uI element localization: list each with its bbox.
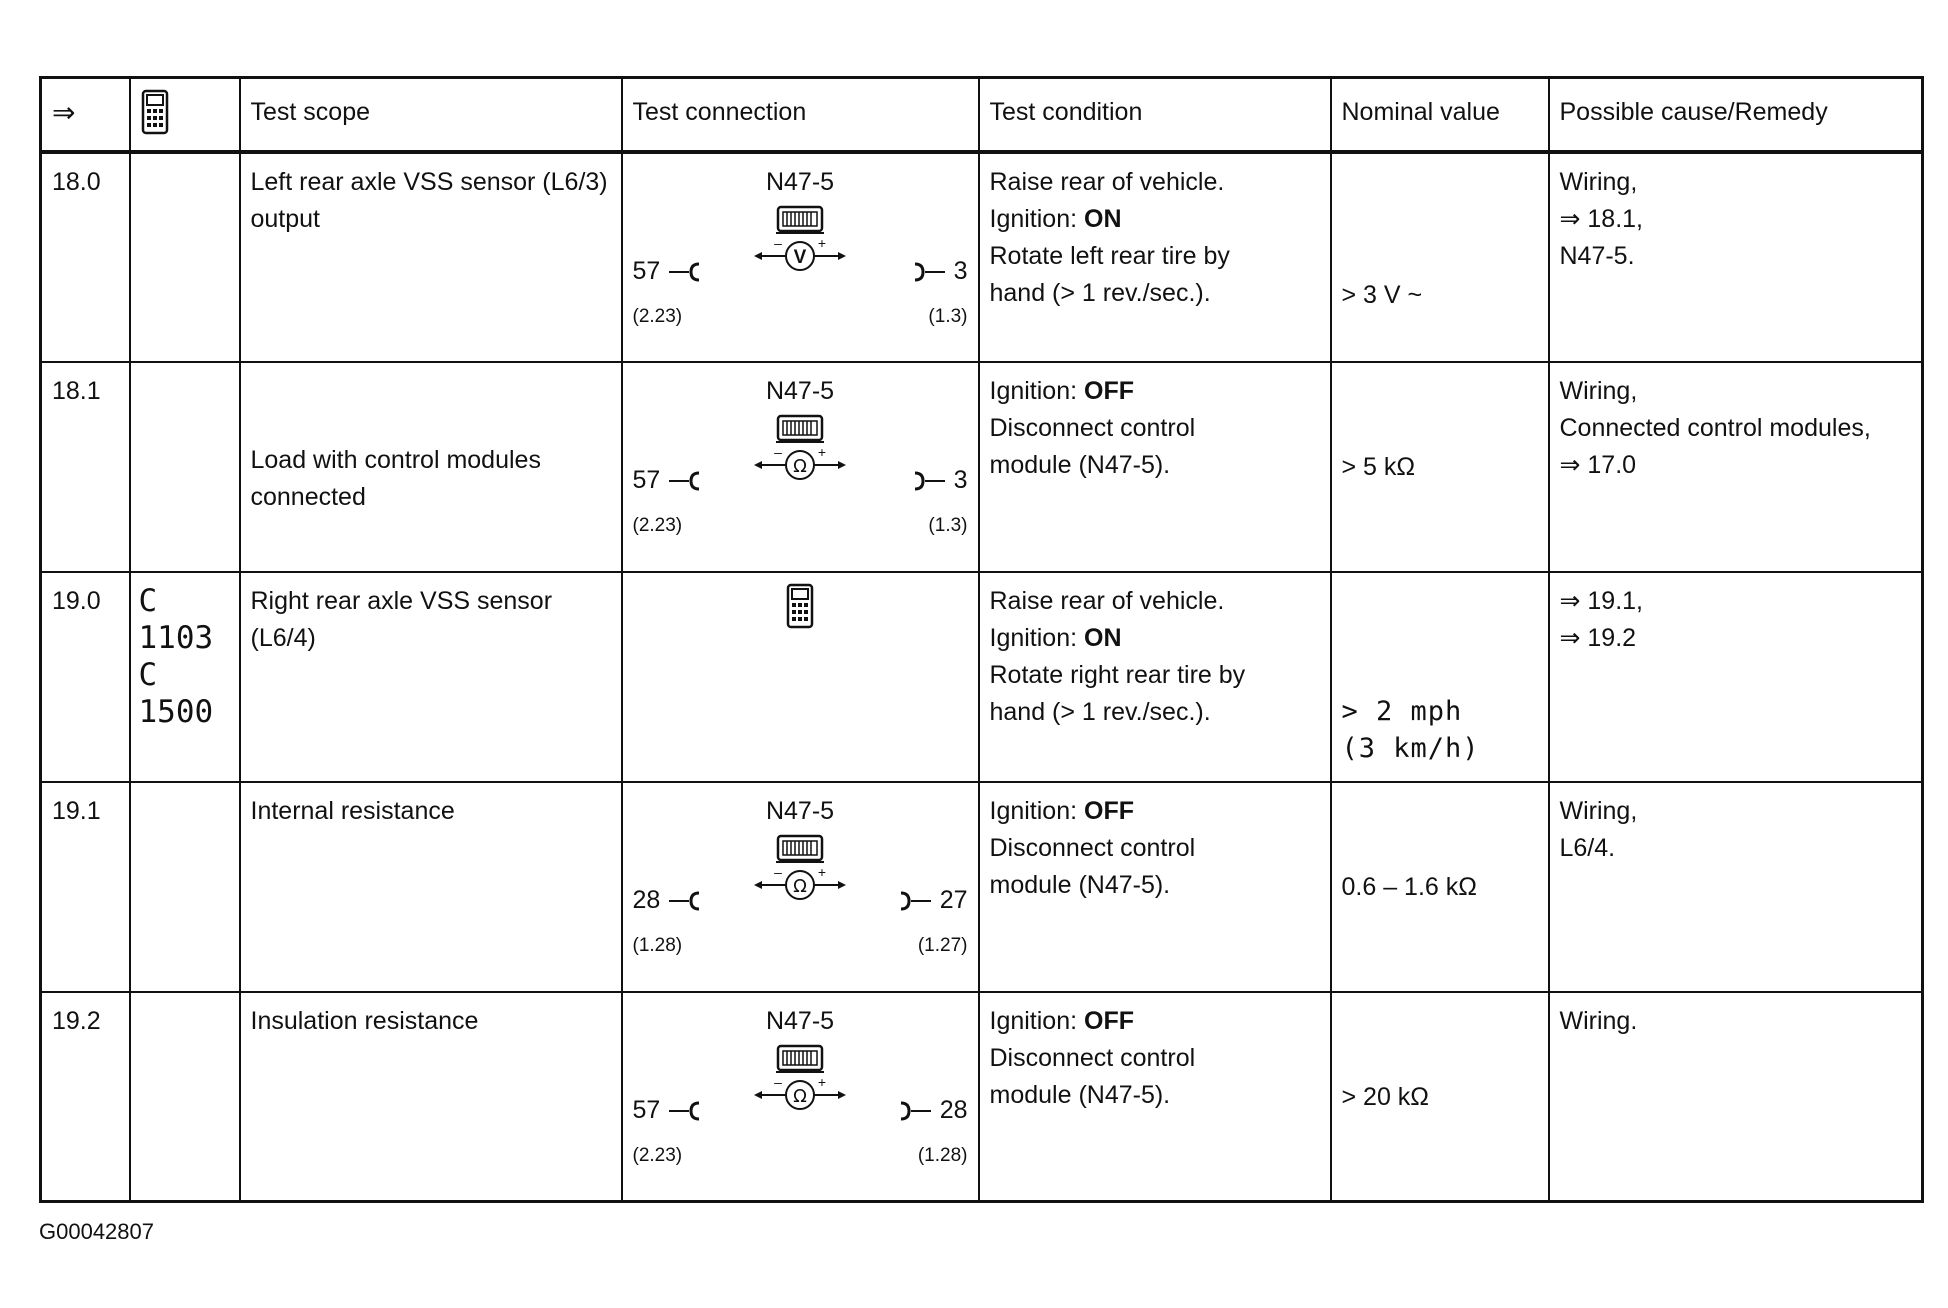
step-number: 19.1	[41, 782, 130, 992]
plug-left-icon	[667, 260, 703, 284]
svg-text:–: –	[774, 864, 782, 880]
test-scope: Insulation resistance	[240, 992, 622, 1202]
condition-line: module (N47-5).	[989, 1080, 1171, 1109]
tester-connection	[633, 583, 968, 629]
test-condition	[979, 362, 1331, 572]
condition-line: Ignition: OFF	[989, 796, 1135, 825]
plug-right-icon	[897, 889, 933, 913]
cause-line: L6/4.	[1559, 833, 1616, 862]
svg-text:+: +	[817, 864, 827, 880]
module-label: N47-5	[765, 1006, 835, 1035]
step-number: 19.0	[41, 572, 130, 782]
tester-header	[130, 78, 240, 152]
svg-text:–: –	[774, 444, 782, 460]
fault-codes	[130, 782, 240, 992]
control-module-icon	[774, 833, 826, 865]
pin-right-sub: (1.27)	[917, 934, 968, 956]
table-header-row	[41, 78, 1923, 152]
plug-left-icon	[667, 469, 703, 493]
condition-line: Rotate right rear tire by	[989, 660, 1246, 689]
pin-right-sub: (1.28)	[917, 1144, 968, 1166]
condition-line: Ignition: OFF	[989, 1006, 1135, 1035]
test-condition	[979, 152, 1331, 362]
graphic-id: G00042807	[39, 1219, 154, 1244]
connection-diagram	[633, 164, 968, 344]
nominal-value	[1331, 362, 1549, 572]
table-row	[41, 992, 1923, 1202]
test-scope: Internal resistance	[240, 782, 622, 992]
fault-codes	[130, 572, 240, 782]
table-row	[41, 572, 1923, 782]
fault-codes	[130, 152, 240, 362]
cause-line: Wiring,	[1559, 796, 1638, 825]
pin-left: 57	[633, 1095, 704, 1125]
cause-line: N47-5.	[1559, 241, 1635, 270]
pin-left: 28	[633, 885, 704, 915]
possible-cause	[1549, 152, 1923, 362]
connection-diagram	[633, 373, 968, 553]
nominal-text: 0.6 – 1.6 kΩ	[1341, 872, 1477, 901]
pin-right: 28	[897, 1095, 968, 1125]
test-connection	[622, 152, 979, 362]
arrow-header: ⇒	[41, 78, 130, 152]
svg-text:–: –	[774, 1074, 782, 1090]
fault-codes	[130, 362, 240, 572]
plug-left-icon	[667, 1099, 703, 1123]
condition-line: hand (> 1 rev./sec.).	[989, 697, 1211, 726]
nominal-value-header: Nominal value	[1331, 78, 1549, 152]
step-number: 18.0	[41, 152, 130, 362]
fault-code: C 1500	[138, 656, 214, 730]
plug-left-icon	[667, 889, 703, 913]
pin-left-sub: (1.28)	[632, 934, 683, 956]
pin-left-sub: (2.23)	[632, 305, 683, 327]
pin-left-sub: (2.23)	[632, 514, 683, 536]
condition-line: module (N47-5).	[989, 870, 1171, 899]
cause-line: Wiring.	[1559, 1006, 1638, 1035]
svg-text:–: –	[774, 235, 782, 251]
svg-text:Ω: Ω	[793, 875, 807, 897]
step-number: 19.2	[41, 992, 130, 1202]
ohmmeter-icon	[752, 445, 848, 485]
control-module-icon	[774, 1043, 826, 1075]
table-row	[41, 782, 1923, 992]
nominal-text: > 2 mph	[1341, 695, 1463, 727]
condition-line: Rotate left rear tire by	[989, 241, 1230, 270]
cause-line: ⇒ 17.0	[1559, 450, 1637, 479]
cause-line: Wiring,	[1559, 167, 1638, 196]
test-condition	[979, 782, 1331, 992]
condition-line: Disconnect control	[989, 833, 1196, 862]
condition-line: hand (> 1 rev./sec.).	[989, 278, 1211, 307]
hand-held-tester-icon	[141, 89, 169, 135]
possible-cause-header: Possible cause/Remedy	[1549, 78, 1923, 152]
plug-right-icon	[897, 1099, 933, 1123]
nominal-value	[1331, 782, 1549, 992]
test-connection	[622, 782, 979, 992]
scope-text: Load with control modules connected	[250, 445, 541, 511]
ohmmeter-icon	[752, 865, 848, 905]
connection-diagram	[633, 1003, 968, 1183]
test-scope: Right rear axle VSS sensor (L6/4)	[240, 572, 622, 782]
control-module-icon	[774, 204, 826, 236]
test-connection	[622, 572, 979, 782]
test-connection-header: Test connection	[622, 78, 979, 152]
condition-line: Ignition: ON	[989, 204, 1122, 233]
fault-codes	[130, 992, 240, 1202]
svg-text:Ω: Ω	[793, 455, 807, 477]
table-row	[41, 362, 1923, 572]
module-label: N47-5	[765, 796, 835, 825]
condition-line: Ignition: ON	[989, 623, 1122, 652]
condition-line: Ignition: OFF	[989, 376, 1135, 405]
svg-text:V: V	[793, 246, 807, 268]
test-condition	[979, 572, 1331, 782]
condition-line: Raise rear of vehicle.	[989, 586, 1225, 615]
control-module-icon	[774, 413, 826, 445]
possible-cause	[1549, 992, 1923, 1202]
condition-line: Disconnect control	[989, 413, 1196, 442]
possible-cause	[1549, 782, 1923, 992]
pin-right-sub: (1.3)	[928, 305, 968, 327]
table-row	[41, 152, 1923, 362]
possible-cause	[1549, 362, 1923, 572]
module-label: N47-5	[765, 376, 835, 405]
pin-left: 57	[633, 256, 704, 286]
step-number: 18.1	[41, 362, 130, 572]
test-condition	[979, 992, 1331, 1202]
cause-line: Connected control modules,	[1559, 413, 1871, 442]
pin-right: 27	[897, 885, 968, 915]
pin-right-sub: (1.3)	[928, 514, 968, 536]
nominal-value	[1331, 572, 1549, 782]
pin-right: 3	[911, 256, 968, 286]
test-connection	[622, 992, 979, 1202]
svg-text:Ω: Ω	[793, 1085, 807, 1107]
condition-line: Raise rear of vehicle.	[989, 167, 1225, 196]
nominal-text: (3 km/h)	[1341, 732, 1480, 764]
pin-left-sub: (2.23)	[632, 1144, 683, 1166]
condition-line: module (N47-5).	[989, 450, 1171, 479]
cause-line: ⇒ 19.2	[1559, 623, 1637, 652]
svg-text:+: +	[817, 1074, 827, 1090]
nominal-value	[1331, 992, 1549, 1202]
nominal-value	[1331, 152, 1549, 362]
nominal-text: > 20 kΩ	[1341, 1082, 1429, 1111]
test-scope	[240, 362, 622, 572]
cause-line: ⇒ 18.1,	[1559, 204, 1643, 233]
nominal-text: > 5 kΩ	[1341, 452, 1416, 481]
cause-line: Wiring,	[1559, 376, 1638, 405]
voltmeter-icon	[752, 236, 848, 276]
cause-line: ⇒ 19.1,	[1559, 586, 1643, 615]
condition-line: Disconnect control	[989, 1043, 1196, 1072]
test-connection	[622, 362, 979, 572]
pin-right: 3	[911, 465, 968, 495]
ohmmeter-icon	[752, 1075, 848, 1115]
possible-cause	[1549, 572, 1923, 782]
svg-text:+: +	[817, 235, 827, 251]
fault-code: C 1103	[138, 582, 214, 656]
test-condition-header: Test condition	[979, 78, 1331, 152]
nominal-text: > 3 V ~	[1341, 280, 1423, 309]
plug-right-icon	[911, 260, 947, 284]
plug-right-icon	[911, 469, 947, 493]
module-label: N47-5	[765, 167, 835, 196]
hand-held-tester-icon	[786, 583, 814, 629]
pin-left: 57	[633, 465, 704, 495]
svg-text:+: +	[817, 444, 827, 460]
test-scope-header: Test scope	[240, 78, 622, 152]
test-scope: Left rear axle VSS sensor (L6/3) output	[240, 152, 622, 362]
diagnostic-test-table	[39, 76, 1924, 1203]
connection-diagram	[633, 793, 968, 973]
